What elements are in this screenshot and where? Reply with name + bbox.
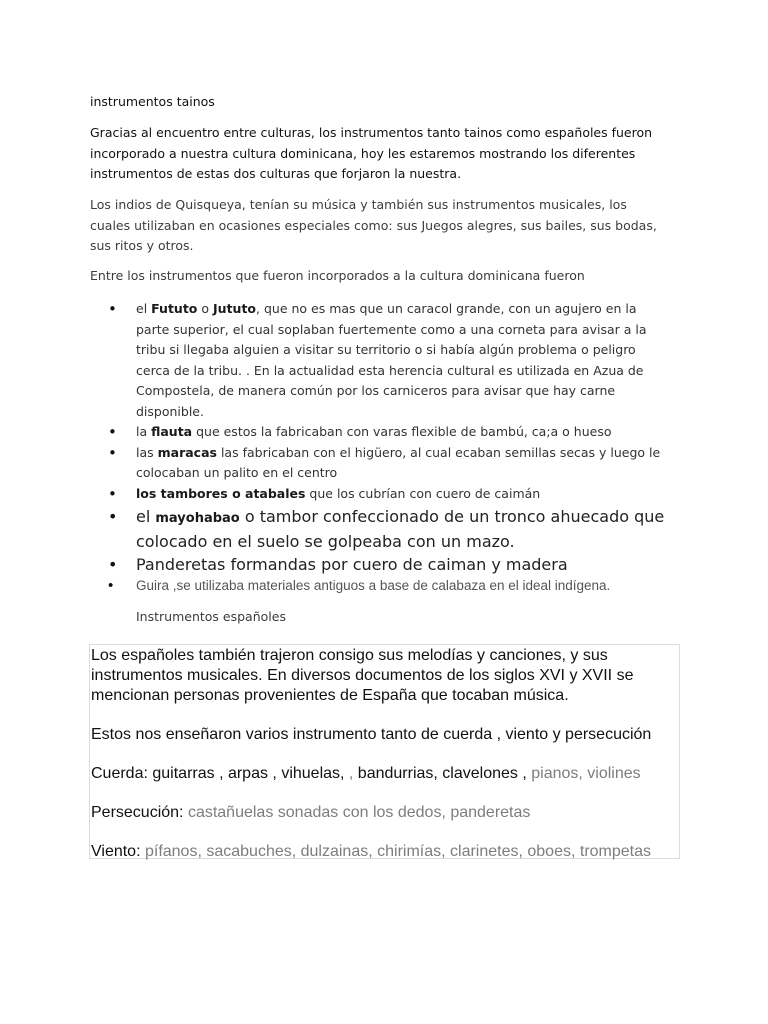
intro-paragraph: Gracias al encuentro entre culturas, los instrumentos tanto tainos como españoles fueron incorporado a nuestra cultura dominicana, hoy les estaremos mostrando los diferentes instrumentos de estas dos culturas que forjaron la nuestra.: [90, 125, 653, 181]
item-text: o: [197, 301, 214, 316]
list-item-guira: [108, 576, 668, 595]
persecucion-label: Persecución:: [91, 804, 188, 821]
item-bold-name: maracas: [157, 444, 217, 460]
cuerda-label: Cuerda: guitarras , arpas , vihuelas,: [91, 765, 349, 782]
instrument-types-paragraph: Estos nos enseñaron varios instrumento tanto de cuerda , viento y persecución: [91, 726, 652, 743]
item-bold-name: mayohabao: [155, 511, 240, 526]
persecucion-line: [91, 803, 679, 823]
item-text: el: [136, 507, 156, 526]
item-bold-name: flauta: [151, 424, 193, 439]
item-text: que los cubrían con cuero de caimán: [305, 485, 541, 501]
list-item-tambores: [108, 484, 668, 505]
cuerda-muted-comma: ,: [348, 765, 354, 782]
item-bold-name: los tambores o atabales: [136, 485, 306, 501]
section-title-tainos: instrumentos tainos: [90, 94, 215, 109]
spanish-instruments-box: [89, 644, 680, 859]
cuerda-line: [91, 764, 679, 784]
cuerda-text: bandurrias, clavelones ,: [353, 765, 532, 782]
list-item-fututo: [108, 299, 668, 422]
viento-line: [91, 842, 679, 862]
item-text: Guira ,se utilizaba materiales antiguos a base de calabaza en el ideal indígena.: [136, 578, 611, 593]
viento-muted-text: pífanos, sacabuches, dulzainas, chirimías, clarinetes, oboes, trompetas: [144, 843, 652, 860]
section-title-espanoles: Instrumentos españoles: [136, 609, 286, 624]
cuerda-muted-text: pianos, violines: [531, 765, 641, 782]
list-item-maracas: [108, 443, 668, 484]
item-text: las fabricaban con el higüero, al cual ecaban semillas secas y luego le colocaban un palito en el centro: [136, 444, 661, 480]
item-text: la: [136, 424, 152, 439]
item-text: , que no es mas que un caracol grande, con un agujero en la parte superior, el cual soplaban fuertemente como a una corneta para avisar a la tribu si llegaba alguien a visitar su territorio o si había algún problema o peligro cerca de la tribu. . En la actualidad esta herencia cultural es utilizada en Azua de Compostela, de manera común por los carniceros para avisar que hay carne disponible.: [136, 301, 647, 419]
persecucion-muted-text: castañuelas sonadas con los dedos, panderetas: [187, 804, 531, 821]
list-item-mayohabao: [108, 505, 668, 553]
item-text: Panderetas formandas por cuero de caiman y madera: [136, 555, 568, 574]
list-item-flauta: [108, 422, 668, 443]
item-bold-name: Jututo: [213, 301, 257, 316]
spanish-intro-paragraph: Los españoles también trajeron consigo sus melodías y canciones, y sus instrumentos musicales. En diversos documentos de los siglos XVI y XVII se mencionan personas provenientes de España que tocaban música.: [91, 647, 634, 704]
list-item-panderetas: [108, 553, 668, 576]
item-bold-name: Fututo: [151, 301, 198, 316]
item-text: el: [136, 301, 152, 316]
item-text: o tambor confeccionado de un tronco ahuecado que colocado en el suelo se golpeaba con un mazo.: [136, 507, 665, 551]
taino-instrument-list: [108, 299, 668, 595]
quisqueya-paragraph: Los indios de Quisqueya, tenían su música y también sus instrumentos musicales, los cuales utilizaban en ocasiones especiales como: sus Juegos alegres, sus bailes, sus bodas, sus ritos y otros.: [90, 197, 657, 253]
incorporated-paragraph: Entre los instrumentos que fueron incorporados a la cultura dominicana fueron: [90, 268, 585, 283]
item-text: que estos la fabricaban con varas flexible de bambú, ca;a o hueso: [192, 424, 612, 439]
item-text: las: [136, 444, 158, 460]
viento-label: Viento:: [91, 843, 145, 860]
